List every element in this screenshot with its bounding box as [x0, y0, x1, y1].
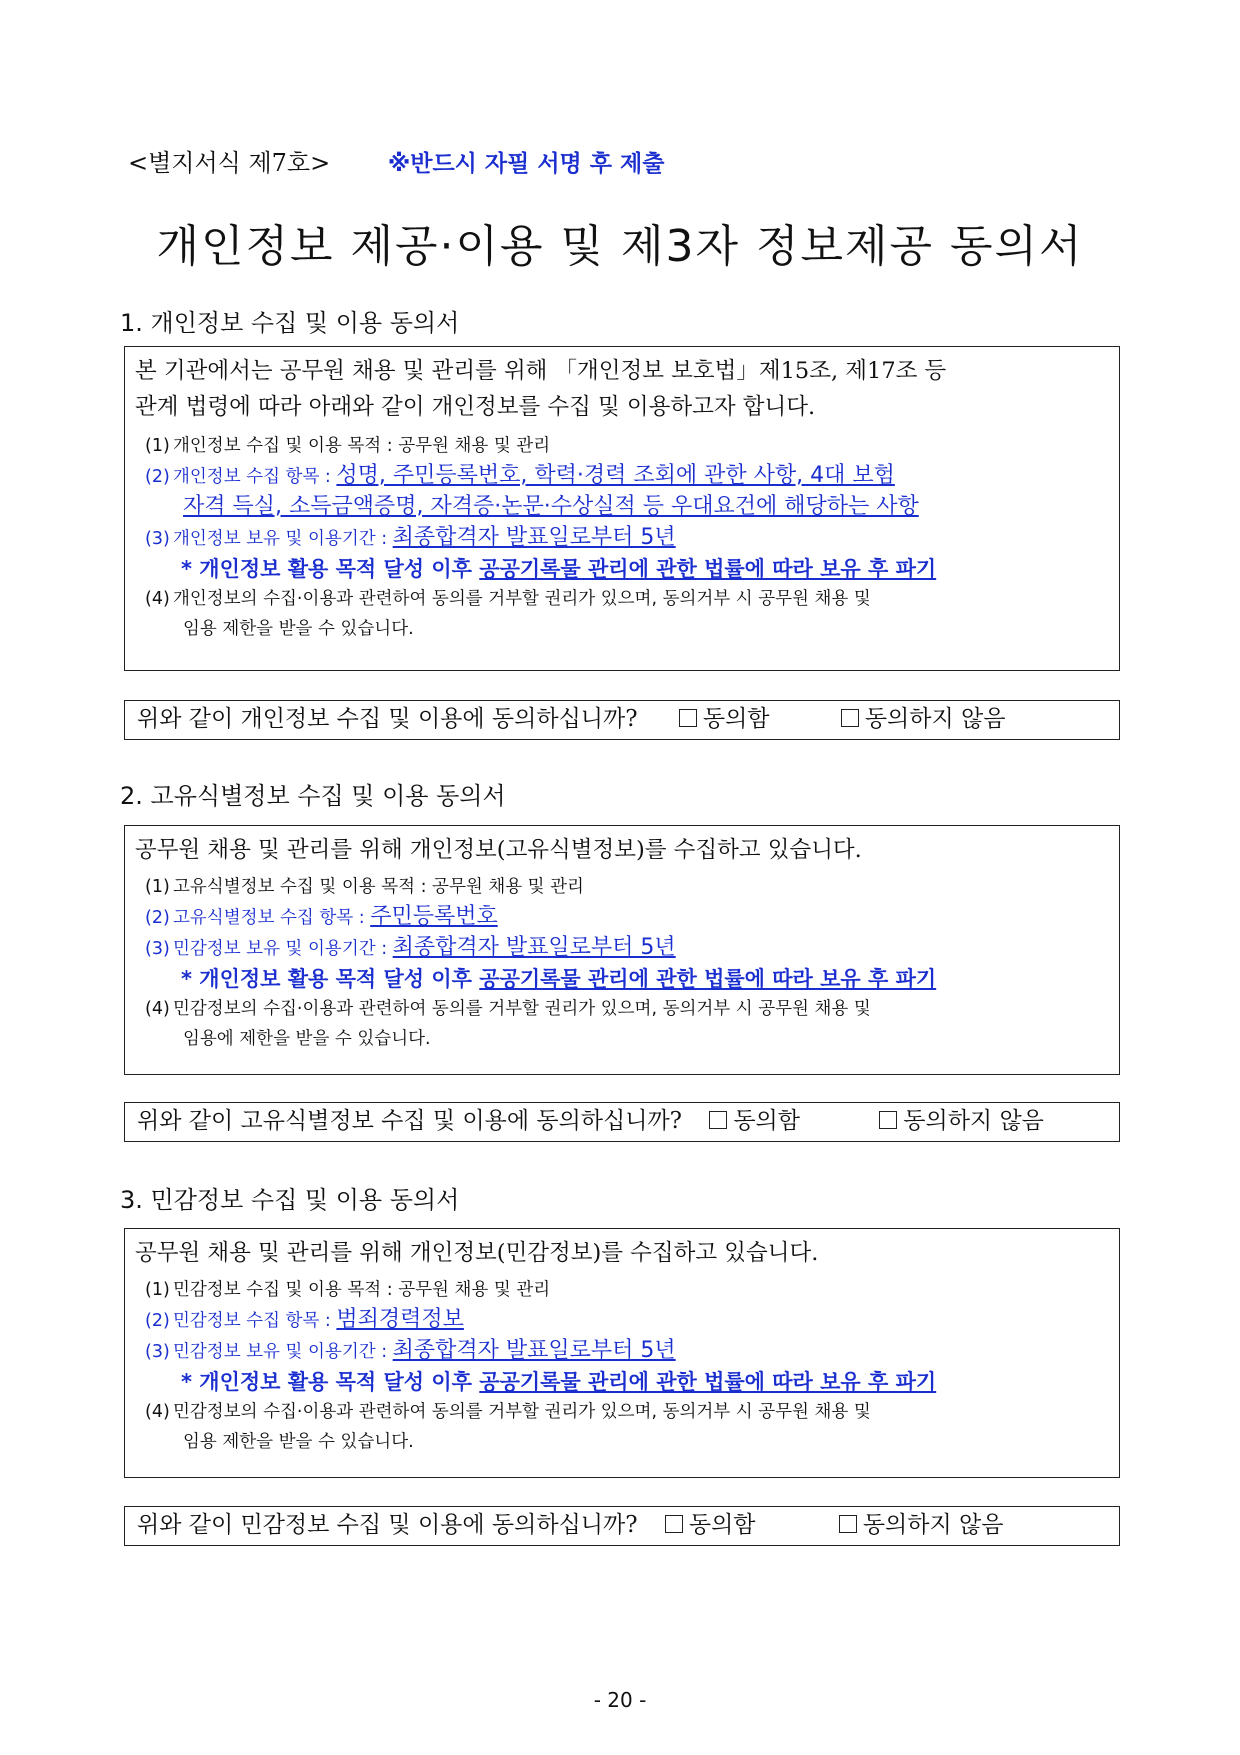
- section3-item4: (4) 민감정보의 수집·이용과 관련하여 동의를 거부할 권리가 있으며, 동의거부 시 공무원 채용 및 임용 제한을 받을 수 있습니다.: [145, 1402, 871, 1452]
- section3-box: [124, 1228, 1120, 1478]
- agree-checkbox[interactable]: [709, 1111, 727, 1129]
- section2-item1: (1) 고유식별정보 수집 및 이용 목적 : 공무원 채용 및 관리: [145, 877, 584, 897]
- section3-heading: 3. 민감정보 수집 및 이용 동의서: [120, 1186, 460, 1214]
- section3-intro-line1: 공무원 채용 및 관리를 위해 개인정보(민감정보)를 수집하고 있습니다.: [135, 1240, 819, 1266]
- section1-item1: (1) 개인정보 수집 및 이용 목적 : 공무원 채용 및 관리: [145, 436, 551, 456]
- disagree-checkbox[interactable]: [839, 1515, 857, 1533]
- agree-checkbox[interactable]: [665, 1515, 683, 1533]
- section2-consent-row: [124, 1102, 1120, 1142]
- section2-box: [124, 825, 1120, 1075]
- section1-heading: 1. 개인정보 수집 및 이용 동의서: [120, 309, 460, 337]
- section3-agree-option[interactable]: 동의함: [665, 1507, 756, 1544]
- section1-item2: (2) 개인정보 수집 항목 : 성명, 주민등록번호, 학력·경력 조회에 관한 사항, 4대 보험 자격 득실, 소득금액증명, 자격증·논문·수상실적 등 우대요건에 해당하는 사항: [145, 463, 919, 519]
- section2-intro-line1: 공무원 채용 및 관리를 위해 개인정보(고유식별정보)를 수집하고 있습니다.: [135, 837, 862, 863]
- section3-item1: (1) 민감정보 수집 및 이용 목적 : 공무원 채용 및 관리: [145, 1280, 551, 1300]
- section3-item3: (3) 민감정보 보유 및 이용기간 : 최종합격자 발표일로부터 5년: [145, 1338, 676, 1363]
- section1-intro-line1: 본 기관에서는 공무원 채용 및 관리를 위해 「개인정보 보호법」제15조, 제17조 등: [135, 358, 947, 384]
- form-header: [128, 143, 664, 178]
- section1-note: * 개인정보 활용 목적 달성 이후 공공기록물 관리에 관한 법률에 따라 보유 후 파기: [181, 557, 937, 581]
- section1-consent-question: 위와 같이 개인정보 수집 및 이용에 동의하십니까?: [137, 706, 638, 732]
- signature-notice: ※반드시 자필 서명 후 제출: [387, 151, 665, 177]
- section1-item4: (4) 개인정보의 수집·이용과 관련하여 동의를 거부할 권리가 있으며, 동의거부 시 공무원 채용 및 임용 제한을 받을 수 있습니다.: [145, 589, 871, 639]
- section2-note: * 개인정보 활용 목적 달성 이후 공공기록물 관리에 관한 법률에 따라 보유 후 파기: [181, 967, 937, 991]
- document-title: 개인정보 제공·이용 및 제3자 정보제공 동의서: [156, 221, 1084, 272]
- section1-consent-row: [124, 700, 1120, 740]
- section3-consent-row: [124, 1506, 1120, 1546]
- page-number: - 20 -: [593, 1688, 647, 1712]
- section1-agree-option[interactable]: 동의함: [679, 701, 770, 738]
- section2-disagree-option[interactable]: 동의하지 않음: [879, 1103, 1044, 1140]
- section1-intro-line2: 관계 법령에 따라 아래와 같이 개인정보를 수집 및 이용하고자 합니다.: [135, 394, 816, 420]
- agree-checkbox[interactable]: [679, 709, 697, 727]
- form-label: <별지서식 제7호>: [128, 149, 331, 177]
- section3-disagree-option[interactable]: 동의하지 않음: [839, 1507, 1004, 1544]
- disagree-checkbox[interactable]: [841, 709, 859, 727]
- section2-item4: (4) 민감정보의 수집·이용과 관련하여 동의를 거부할 권리가 있으며, 동의거부 시 공무원 채용 및 임용에 제한을 받을 수 있습니다.: [145, 999, 871, 1049]
- section1-box: [124, 346, 1120, 671]
- section3-item2: (2) 민감정보 수집 항목 : 범죄경력정보: [145, 1307, 464, 1332]
- section2-consent-question: 위와 같이 고유식별정보 수집 및 이용에 동의하십니까?: [137, 1108, 682, 1134]
- disagree-checkbox[interactable]: [879, 1111, 897, 1129]
- section2-agree-option[interactable]: 동의함: [709, 1103, 800, 1140]
- section1-disagree-option[interactable]: 동의하지 않음: [841, 701, 1006, 738]
- section2-heading: 2. 고유식별정보 수집 및 이용 동의서: [120, 782, 506, 810]
- section2-item2: (2) 고유식별정보 수집 항목 : 주민등록번호: [145, 904, 498, 929]
- section1-item3: (3) 개인정보 보유 및 이용기간 : 최종합격자 발표일로부터 5년: [145, 525, 676, 550]
- section3-note: * 개인정보 활용 목적 달성 이후 공공기록물 관리에 관한 법률에 따라 보유 후 파기: [181, 1370, 937, 1394]
- section2-item3: (3) 민감정보 보유 및 이용기간 : 최종합격자 발표일로부터 5년: [145, 935, 676, 960]
- section3-consent-question: 위와 같이 민감정보 수집 및 이용에 동의하십니까?: [137, 1512, 638, 1538]
